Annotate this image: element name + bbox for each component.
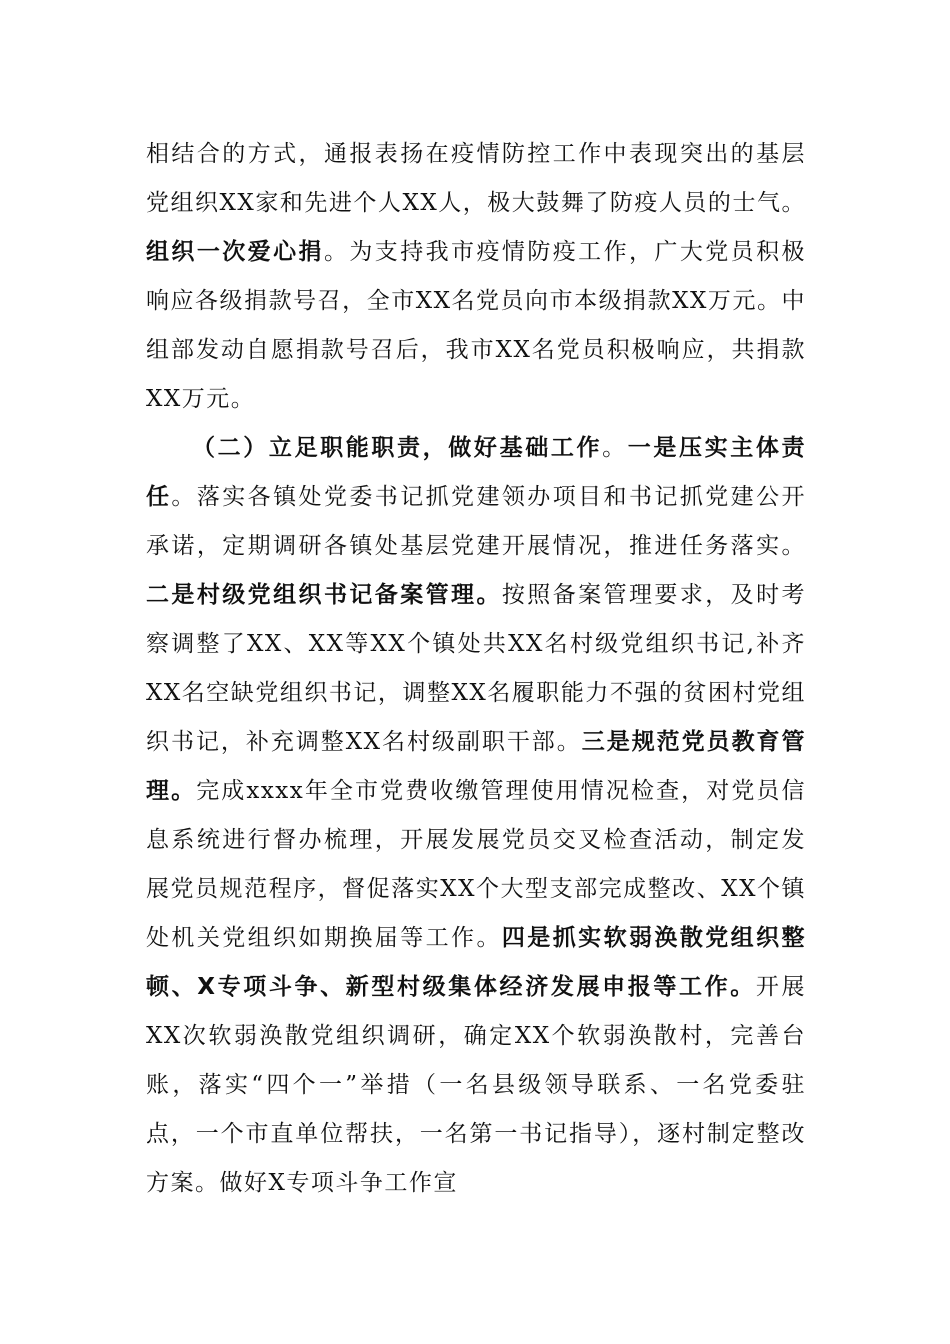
document-body [146, 130, 806, 1208]
item-heading-3: 三是规范党员教育管理。 [146, 729, 807, 804]
item-heading-1: 一是压实主体责任 [146, 435, 807, 510]
section-heading-2: （二）立足职能职责，做好基础工作 [192, 435, 603, 461]
paragraph-1 [146, 130, 806, 424]
paragraph-2-text-1: 。 [602, 435, 628, 461]
paragraph-2-text-4: 完成xxxx年全市党费收缴管理使用情况检查，对党员信息系统进行督办梳理，开展发展党员交叉检查活动，制定发展党员规范程序，督促落实XX个大型支部完成整改、XX个镇处机关党组织如期换届等工作。 [146, 778, 807, 951]
item-heading-4: 四是抓实软弱涣散党组织整顿、X专项斗争、新型村级集体经济发展申报等工作。 [146, 925, 807, 1000]
paragraph-1-text-1: 相结合的方式，通报表扬在疫情防控工作中表现突出的基层党组织XX家和先进个人XX人，极大鼓舞了防疫人员的士气。 [146, 141, 806, 216]
paragraph-2-text-2: 。落实各镇处党委书记抓党建领办项目和书记抓党建公开承诺，定期调研各镇处基层党建开展情况，推进任务落实。 [146, 484, 807, 559]
paragraph-1-heading-1: 组织一次爱心捐 [146, 239, 324, 265]
paragraph-2 [146, 424, 806, 1208]
item-heading-2: 二是村级党组织书记备案管理。 [146, 582, 502, 608]
paragraph-1-text-2: 。为支持我市疫情防疫工作，广大党员积极响应各级捐款号召，全市XX名党员向市本级捐款XX万元。中组部发动自愿捐款号召后，我市XX名党员积极响应，共捐款XX万元。 [146, 239, 807, 412]
paragraph-2-text-5: 开展XX次软弱涣散党组织调研，确定XX个软弱涣散村，完善台账，落实“四个一”举措（一名县级领导联系、一名党委驻点，一个市直单位帮扶，一名第一书记指导），逐村制定整改方案。做好X专项斗争工作宣 [146, 974, 807, 1196]
paragraph-2-text-3: 按照备案管理要求，及时考察调整了XX、XX等XX个镇处共XX名村级党组织书记,补齐XX名空缺党组织书记，调整XX名履职能力不强的贫困村党组织书记，补充调整XX名村级副职干部。 [146, 582, 807, 755]
